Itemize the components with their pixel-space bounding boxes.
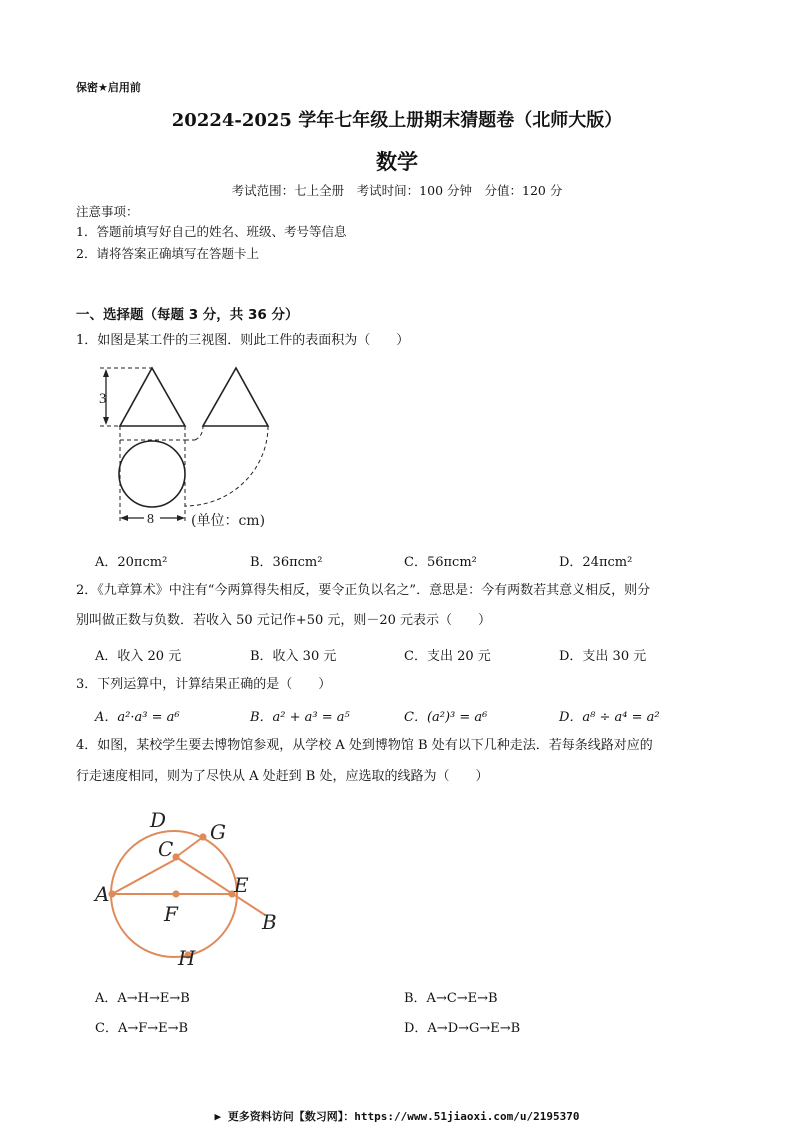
option-b[interactable]: B．36πcm² xyxy=(250,555,323,570)
option-c[interactable]: C．56πcm² xyxy=(404,555,477,570)
option-d[interactable]: D．A→D→G→E→B xyxy=(404,1021,521,1036)
unit-label: (单位：cm) xyxy=(191,513,266,529)
note-item: 2．请将答案正确填写在答题卡上 xyxy=(76,246,259,261)
three-view-figure xyxy=(95,362,395,532)
height-label: 3 xyxy=(99,391,107,407)
option-b[interactable]: B．收入 30 元 xyxy=(250,649,337,664)
point-label: C xyxy=(158,837,174,861)
point-label: H xyxy=(178,946,196,970)
point-label: A xyxy=(95,882,110,906)
point-label: E xyxy=(234,873,249,897)
option-c[interactable]: C．支出 20 元 xyxy=(404,649,491,664)
question-1-stem: 1．如图是某工件的三视图．则此工件的表面积为（ ） xyxy=(76,333,410,348)
option-d[interactable]: D．a⁸ ÷ a⁴ = a² xyxy=(559,710,660,725)
option-d[interactable]: D．24πcm² xyxy=(559,555,633,570)
point-label: G xyxy=(210,820,226,844)
option-a[interactable]: A．收入 20 元 xyxy=(95,649,182,664)
width-label: 8 xyxy=(147,512,154,527)
option-a[interactable]: A．A→H→E→B xyxy=(95,991,190,1006)
note-item: 1．答题前填写好自己的姓名、班级、考号等信息 xyxy=(76,224,347,239)
exam-meta: 考试范围：七上全册 考试时间：100 分钟 分值：120 分 xyxy=(231,183,563,198)
section-title: 一、选择题（每题 3 分，共 36 分） xyxy=(76,307,299,323)
subject-title: 数学 xyxy=(376,150,418,174)
question-2-stem-line2: 别叫做正数与负数．若收入 50 元记作+50 元，则－20 元表示（ ） xyxy=(76,613,492,628)
question-3-stem: 3．下列运算中，计算结果正确的是（ ） xyxy=(76,677,332,692)
notes-heading: 注意事项： xyxy=(76,204,139,219)
option-a[interactable]: A．a²·a³ = a⁶ xyxy=(95,710,180,725)
option-d[interactable]: D．支出 30 元 xyxy=(559,649,647,664)
option-a[interactable]: A．20πcm² xyxy=(95,555,168,570)
option-b[interactable]: B．a² + a³ = a⁵ xyxy=(250,710,350,725)
route-map-figure xyxy=(90,805,290,975)
point-label: D xyxy=(150,808,167,832)
exam-title: 20224-2025 学年七年级上册期末猜题卷（北师大版） xyxy=(171,110,623,131)
option-b[interactable]: B．A→C→E→B xyxy=(404,991,498,1006)
option-c[interactable]: C．A→F→E→B xyxy=(95,1021,189,1036)
question-4-stem-line1: 4．如图，某校学生要去博物馆参观，从学校 A 处到博物馆 B 处有以下几种走法．若每条线路对应的 xyxy=(76,738,653,753)
confidential-mark: 保密★启用前 xyxy=(76,81,141,94)
point-label: F xyxy=(164,902,178,926)
question-2-stem-line1: 2．《九章算术》中注有“今两算得失相反，要令正负以名之”．意思是：今有两数若其意义相反，则分 xyxy=(76,583,651,598)
footer-link[interactable]: ▶ 更多资料访问【数习网】：https://www.51jiaoxi.com/u/2195370 xyxy=(214,1110,580,1123)
point-label: B xyxy=(262,910,277,934)
option-c[interactable]: C．(a²)³ = a⁶ xyxy=(404,710,488,725)
question-4-stem-line2: 行走速度相同，则为了尽快从 A 处赶到 B 处，应选取的线路为（ ） xyxy=(76,769,489,784)
